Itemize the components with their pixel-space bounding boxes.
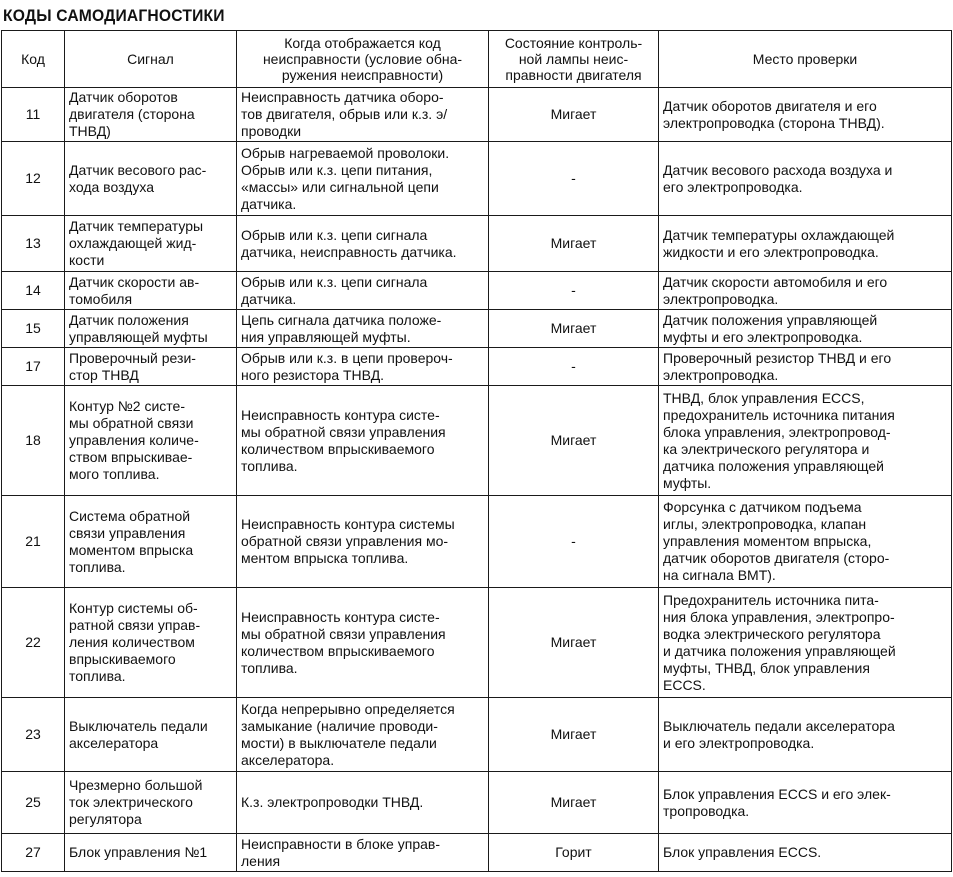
- signal-cell: Датчик весового рас- хода воздуха: [65, 142, 237, 216]
- condition-cell: Неисправности в блоке управ- ления: [237, 834, 489, 872]
- check-location-cell: Проверочный резистор ТНВД и его электропроводка.: [659, 348, 952, 386]
- check-location-cell: Датчик положения управляющей муфты и его электропроводка.: [659, 310, 952, 348]
- lamp-state-cell: Мигает: [489, 216, 659, 272]
- code-cell: 11: [2, 88, 65, 142]
- code-cell: 13: [2, 216, 65, 272]
- check-location-cell: Датчик скорости автомобиля и его электропроводка.: [659, 272, 952, 310]
- signal-cell: Блок управления №1: [65, 834, 237, 872]
- signal-cell: Датчик оборотов двигателя (сторона ТНВД): [65, 88, 237, 142]
- condition-cell: Неисправность датчика оборо- тов двигателя, обрыв или к.з. э/ проводки: [237, 88, 489, 142]
- lamp-state-cell: -: [489, 142, 659, 216]
- table-row: [2, 834, 952, 872]
- table-row: [2, 698, 952, 772]
- table-row: [2, 142, 952, 216]
- check-location-cell: Датчик весового расхода воздуха и его электропроводка.: [659, 142, 952, 216]
- signal-cell: Проверочный рези- стор ТНВД: [65, 348, 237, 386]
- code-cell: 18: [2, 386, 65, 496]
- signal-cell: Датчик температуры охлаждающей жид- кости: [65, 216, 237, 272]
- table-header-row: [2, 31, 952, 88]
- signal-cell: Датчик скорости ав- томобиля: [65, 272, 237, 310]
- table-row: [2, 588, 952, 698]
- condition-cell: Обрыв нагреваемой проволоки. Обрыв или к.з. цепи питания, «массы» или сигнальной цепи датчика.: [237, 142, 489, 216]
- code-cell: 17: [2, 348, 65, 386]
- table-row: [2, 348, 952, 386]
- condition-cell: Обрыв или к.з. цепи сигнала датчика, неисправность датчика.: [237, 216, 489, 272]
- lamp-state-cell: Мигает: [489, 386, 659, 496]
- lamp-state-cell: Горит: [489, 834, 659, 872]
- check-location-cell: ТНВД, блок управления ECCS, предохранитель источника питания блока управления, электропровод- ка электрического регулятора и датчика положения управляющей муфты.: [659, 386, 952, 496]
- lamp-state-cell: -: [489, 348, 659, 386]
- condition-cell: Обрыв или к.з. цепи сигнала датчика.: [237, 272, 489, 310]
- code-cell: 21: [2, 496, 65, 588]
- signal-cell: Датчик положения управляющей муфты: [65, 310, 237, 348]
- signal-cell: Контур системы об- ратной связи управ- ления количеством впрыскиваемого топлива.: [65, 588, 237, 698]
- code-cell: 25: [2, 772, 65, 834]
- check-location-cell: Датчик оборотов двигателя и его электропроводка (сторона ТНВД).: [659, 88, 952, 142]
- code-cell: 14: [2, 272, 65, 310]
- table-row: [2, 216, 952, 272]
- column-header-place: Место проверки: [659, 31, 952, 88]
- condition-cell: Неисправность контура систе- мы обратной связи управления количеством впрыскиваемого топлива.: [237, 588, 489, 698]
- lamp-state-cell: Мигает: [489, 588, 659, 698]
- table-row: [2, 272, 952, 310]
- check-location-cell: Датчик температуры охлаждающей жидкости и его электропроводка.: [659, 216, 952, 272]
- check-location-cell: Предохранитель источника пита- ния блока управления, электропро- водка электрического регулятора и датчика положения управляющей муфты, ТНВД, блок управления ECCS.: [659, 588, 952, 698]
- signal-cell: Контур №2 систе- мы обратной связи управления количе- ством впрыскивае- мого топлива.: [65, 386, 237, 496]
- column-header-signal: Сигнал: [65, 31, 237, 88]
- check-location-cell: Выключатель педали акселератора и его электропроводка.: [659, 698, 952, 772]
- check-location-cell: Блок управления ECCS и его элек- тропроводка.: [659, 772, 952, 834]
- lamp-state-cell: -: [489, 272, 659, 310]
- table-row: [2, 772, 952, 834]
- lamp-state-cell: Мигает: [489, 698, 659, 772]
- code-cell: 27: [2, 834, 65, 872]
- check-location-cell: Блок управления ECCS.: [659, 834, 952, 872]
- column-header-condition: Когда отображается код неисправности (условие обна- ружения неисправности): [237, 31, 489, 88]
- condition-cell: Неисправность контура систе- мы обратной связи управления количеством впрыскиваемого топлива.: [237, 386, 489, 496]
- code-cell: 15: [2, 310, 65, 348]
- condition-cell: Когда непрерывно определяется замыкание (наличие проводи- мости) в выключателе педали акселератора.: [237, 698, 489, 772]
- condition-cell: К.з. электропроводки ТНВД.: [237, 772, 489, 834]
- diagnostic-codes-table: [1, 30, 952, 872]
- table-row: [2, 88, 952, 142]
- lamp-state-cell: Мигает: [489, 310, 659, 348]
- signal-cell: Чрезмерно большой ток электрического регулятора: [65, 772, 237, 834]
- table-row: [2, 310, 952, 348]
- signal-cell: Выключатель педали акселератора: [65, 698, 237, 772]
- column-header-code: Код: [2, 31, 65, 88]
- signal-cell: Система обратной связи управления моментом впрыска топлива.: [65, 496, 237, 588]
- code-cell: 12: [2, 142, 65, 216]
- code-cell: 23: [2, 698, 65, 772]
- table-row: [2, 496, 952, 588]
- lamp-state-cell: -: [489, 496, 659, 588]
- code-cell: 22: [2, 588, 65, 698]
- lamp-state-cell: Мигает: [489, 772, 659, 834]
- page-title: КОДЫ САМОДИАГНОСТИКИ: [3, 6, 225, 25]
- condition-cell: Неисправность контура системы обратной связи управления мо- ментом впрыска топлива.: [237, 496, 489, 588]
- lamp-state-cell: Мигает: [489, 88, 659, 142]
- condition-cell: Обрыв или к.з. в цепи провероч- ного резистора ТНВД.: [237, 348, 489, 386]
- table-row: [2, 386, 952, 496]
- condition-cell: Цепь сигнала датчика положе- ния управляющей муфты.: [237, 310, 489, 348]
- column-header-lamp: Состояние контроль- ной лампы неис- правности двигателя: [489, 31, 659, 88]
- check-location-cell: Форсунка с датчиком подъема иглы, электропроводка, клапан управления моментом впрыска, датчик оборотов двигателя (сторо- на сигнала ВМТ).: [659, 496, 952, 588]
